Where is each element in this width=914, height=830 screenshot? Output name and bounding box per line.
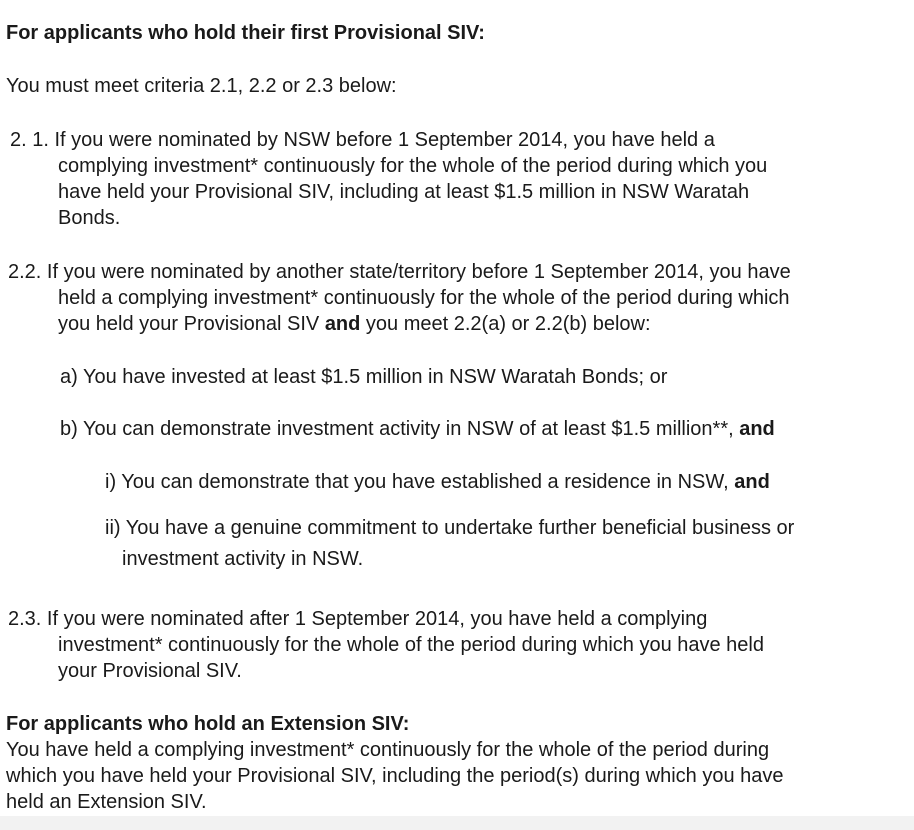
criterion-2-1-line-4: Bonds. xyxy=(58,207,121,229)
criterion-2-2-b-i-text: i) You can demonstrate that you have established a residence in NSW, xyxy=(105,471,735,493)
criterion-2-2-a: a) You have invested at least $1.5 million in NSW Waratah Bonds; or xyxy=(60,366,668,388)
criteria-intro: You must meet criteria 2.1, 2.2 or 2.3 below: xyxy=(6,75,397,97)
criterion-2-2-line-3 xyxy=(58,311,651,337)
criterion-2-2-b-ii-line-1: ii) You have a genuine commitment to undertake further beneficial business or xyxy=(105,517,795,539)
criterion-2-2-line-2: held a complying investment* continuously for the whole of the period during which xyxy=(58,287,790,309)
criterion-2-2-b-i xyxy=(105,469,770,495)
criterion-2-3-line-2: investment* continuously for the whole of the period during which you have held xyxy=(58,634,764,656)
extension-siv-line-3: held an Extension SIV. xyxy=(6,791,207,813)
criterion-2-1-line-3: have held your Provisional SIV, including at least $1.5 million in NSW Waratah xyxy=(58,181,750,203)
heading-first-provisional: For applicants who hold their first Provisional SIV: xyxy=(6,22,485,44)
criterion-2-2-b xyxy=(60,416,775,442)
criterion-2-2-b-i-and: and xyxy=(734,471,770,493)
extension-siv-line-2: which you have held your Provisional SIV, including the period(s) during which you have xyxy=(6,765,784,787)
criterion-2-2-line-1: 2.2. If you were nominated by another state/territory before 1 September 2014, you have xyxy=(8,261,791,283)
criterion-2-3-line-3: your Provisional SIV. xyxy=(58,660,242,682)
criterion-2-2-b-ii-line-2: investment activity in NSW. xyxy=(122,548,364,570)
criterion-2-2-line-3-end: you meet 2.2(a) or 2.2(b) below: xyxy=(360,313,651,335)
bottom-edge-strip xyxy=(0,816,914,830)
criterion-2-2-line-3-start: you held your Provisional SIV xyxy=(58,313,325,335)
criterion-2-1-line-1: 2. 1. If you were nominated by NSW before 1 September 2014, you have held a xyxy=(10,129,715,151)
heading-extension-siv: For applicants who hold an Extension SIV: xyxy=(6,713,410,735)
criterion-2-1-line-2: complying investment* continuously for the whole of the period during which you xyxy=(58,155,768,177)
criterion-2-2-and: and xyxy=(324,313,361,335)
extension-siv-line-1: You have held a complying investment* continuously for the whole of the period during xyxy=(6,739,770,761)
criterion-2-2-b-text: b) You can demonstrate investment activity in NSW of at least $1.5 million**, xyxy=(60,418,740,440)
criterion-2-2-b-and: and xyxy=(739,418,775,440)
criterion-2-3-line-1: 2.3. If you were nominated after 1 September 2014, you have held a complying xyxy=(8,608,708,630)
